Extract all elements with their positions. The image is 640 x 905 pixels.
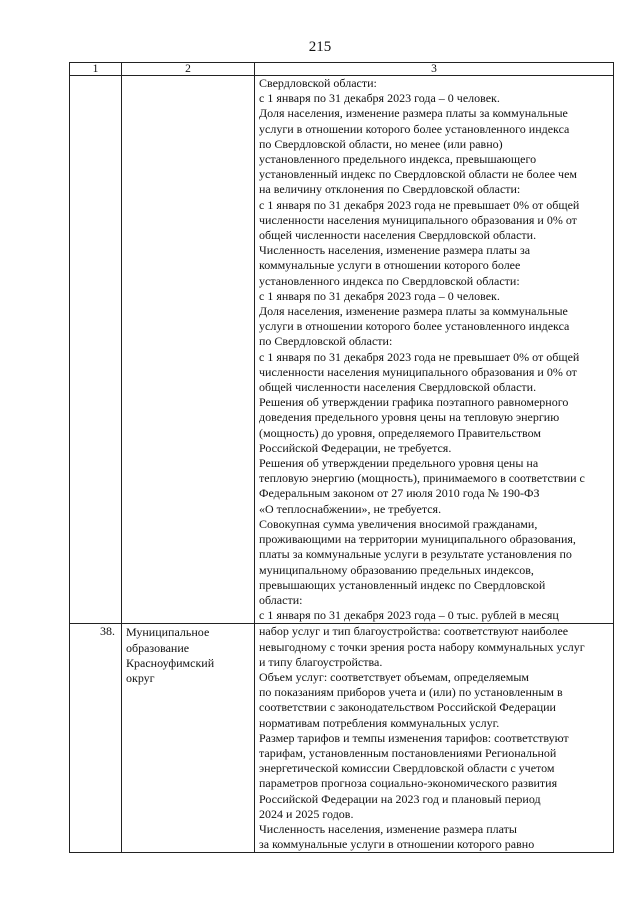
text-line: платы за коммунальные услуги в результате установления по xyxy=(259,547,572,562)
text-line: невыгодному с точки зрения роста набору коммунальных услуг xyxy=(259,639,585,654)
row-text xyxy=(255,76,614,624)
text-line: за коммунальные услуги в отношении которого равно xyxy=(259,837,535,852)
text-line: тарифам, установленным постановлениями Региональной xyxy=(259,745,557,760)
text-line: на величину отклонения по Свердловской области: xyxy=(259,182,521,197)
row-number: 38. xyxy=(70,624,122,853)
header-cell-2: 2 xyxy=(122,63,255,76)
municipality-name xyxy=(122,76,255,624)
text-line: образование xyxy=(126,640,190,655)
text-line: Муниципальное xyxy=(126,625,210,640)
text-line: нормативам потребления коммунальных услуг. xyxy=(259,715,500,730)
text-line: округ xyxy=(126,670,155,685)
text-line: муниципальному образованию предельных индексов, xyxy=(259,562,534,577)
text-line: доведения предельного уровня цены на тепловую энергию xyxy=(259,410,560,425)
text-line: соответствии с законодательством Российской Федерации xyxy=(259,700,556,715)
text-line: с 1 января по 31 декабря 2023 года – 0 человек. xyxy=(259,91,500,106)
text-line: с 1 января по 31 декабря 2023 года не превышает 0% от общей xyxy=(259,197,580,212)
text-line: области: xyxy=(259,592,303,607)
text-line: с 1 января по 31 декабря 2023 года – 0 человек. xyxy=(259,288,500,303)
text-line: услуги в отношении которого более установленного индекса xyxy=(259,319,570,334)
text-line: тепловую энергию (мощность), принимаемого в соответствии с xyxy=(259,471,585,486)
table-row-continued xyxy=(70,76,614,624)
text-line: Федеральным законом от 27 июля 2010 года № 190-ФЗ xyxy=(259,486,540,501)
text-line: установленного индекса по Свердловской области: xyxy=(259,273,520,288)
text-line: Численность населения, изменение размера платы за xyxy=(259,243,531,258)
text-line: и типу благоустройства. xyxy=(259,654,383,669)
table-header-row xyxy=(70,63,614,76)
text-line: Российской Федерации на 2023 год и плановый период xyxy=(259,791,541,806)
text-line: услуги в отношении которого более установленного индекса xyxy=(259,121,570,136)
text-line: набор услуг и тип благоустройства: соответствуют наиболее xyxy=(259,624,569,639)
municipality-name xyxy=(122,624,255,853)
text-line: установленный индекс по Свердловской области не более чем xyxy=(259,167,577,182)
table-row-38 xyxy=(70,624,614,853)
text-line: Численность населения, изменение размера платы xyxy=(259,821,517,836)
text-line: с 1 января по 31 декабря 2023 года – 0 тыс. рублей в месяц xyxy=(259,608,559,623)
text-line: общей численности населения Свердловской области. xyxy=(259,380,537,395)
text-line: Размер тарифов и темпы изменения тарифов: соответствуют xyxy=(259,730,569,745)
text-line: Свердловской области: xyxy=(259,76,377,90)
document-table xyxy=(69,62,614,853)
page-number: 215 xyxy=(308,39,332,55)
text-line: Красноуфимский xyxy=(126,655,215,670)
text-line: превышающих установленный индекс по Свердловской xyxy=(259,577,546,592)
text-line: численности населения муниципального образования и 0% от xyxy=(259,212,577,227)
text-line: Объем услуг: соответствует объемам, определяемым xyxy=(259,669,530,684)
text-line: Доля населения, изменение размера платы за коммунальные xyxy=(259,106,568,121)
text-line: Российской Федерации, не требуется. xyxy=(259,440,452,455)
text-line: Решения об утверждении графика поэтапного равномерного xyxy=(259,395,569,410)
text-line: Совокупная сумма увеличения вносимой гражданами, xyxy=(259,516,538,531)
text-line: установленного предельного индекса, превышающего xyxy=(259,152,537,167)
text-line: энергетической комиссии Свердловской области с учетом xyxy=(259,761,555,776)
text-line: Доля населения, изменение размера платы за коммунальные xyxy=(259,304,568,319)
text-line: Решения об утверждении предельного уровня цены на xyxy=(259,456,539,471)
text-line: (мощность) до уровня, определяемого Правительством xyxy=(259,425,542,440)
row-text xyxy=(255,624,614,853)
header-cell-1: 1 xyxy=(70,63,122,76)
text-line: численности населения муниципального образования и 0% от xyxy=(259,364,577,379)
text-line: общей численности населения Свердловской области. xyxy=(259,228,537,243)
text-line: проживающими на территории муниципального образования, xyxy=(259,532,576,547)
text-line: параметров прогноза социально-экономического развития xyxy=(259,776,558,791)
text-line: с 1 января по 31 декабря 2023 года не превышает 0% от общей xyxy=(259,349,580,364)
text-line: по показаниям приборов учета и (или) по установленным в xyxy=(259,685,563,700)
text-line: по Свердловской области, но менее (или равно) xyxy=(259,136,503,151)
header-cell-3: 3 xyxy=(255,63,614,76)
text-line: коммунальные услуги в отношении которого более xyxy=(259,258,521,273)
text-line: «О теплоснабжении», не требуется. xyxy=(259,501,442,516)
text-line: по Свердловской области: xyxy=(259,334,393,349)
row-number xyxy=(70,76,122,624)
text-line: 2024 и 2025 годов. xyxy=(259,806,354,821)
